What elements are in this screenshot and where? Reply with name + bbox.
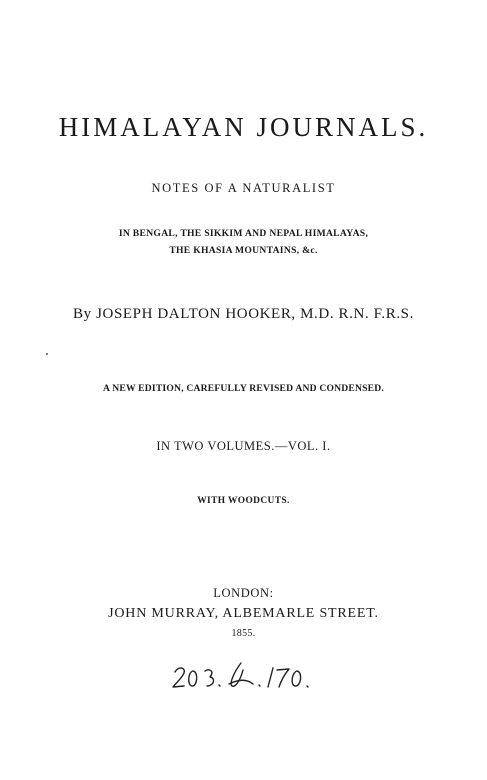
paper-speck <box>46 353 48 355</box>
volume-info: IN TWO VOLUMES.—VOL. I. <box>156 439 331 453</box>
publisher-line: JOHN MURRAY, ALBEMARLE STREET. <box>108 606 379 621</box>
handwritten-shelfmark <box>0 660 487 701</box>
regions-line-1: IN BENGAL, THE SIKKIM AND NEPAL HIMALAYAS, <box>118 228 369 239</box>
book-title: HIMALAYAN JOURNALS. <box>58 112 429 142</box>
shelfmark-handwriting <box>169 660 319 696</box>
regions-line-2: THE KHASIA MOUNTAINS, &c. <box>169 245 318 256</box>
author-line: By JOSEPH DALTON HOOKER, M.D. R.N. F.R.S. <box>73 306 414 322</box>
edition-note: A NEW EDITION, CAREFULLY REVISED AND CONDENSED. <box>103 383 384 394</box>
book-subtitle: NOTES OF A NATURALIST <box>151 181 336 195</box>
publication-place: LONDON: <box>213 586 274 600</box>
publication-year: 1855. <box>231 628 256 639</box>
illustrations-note: WITH WOODCUTS. <box>197 496 290 506</box>
